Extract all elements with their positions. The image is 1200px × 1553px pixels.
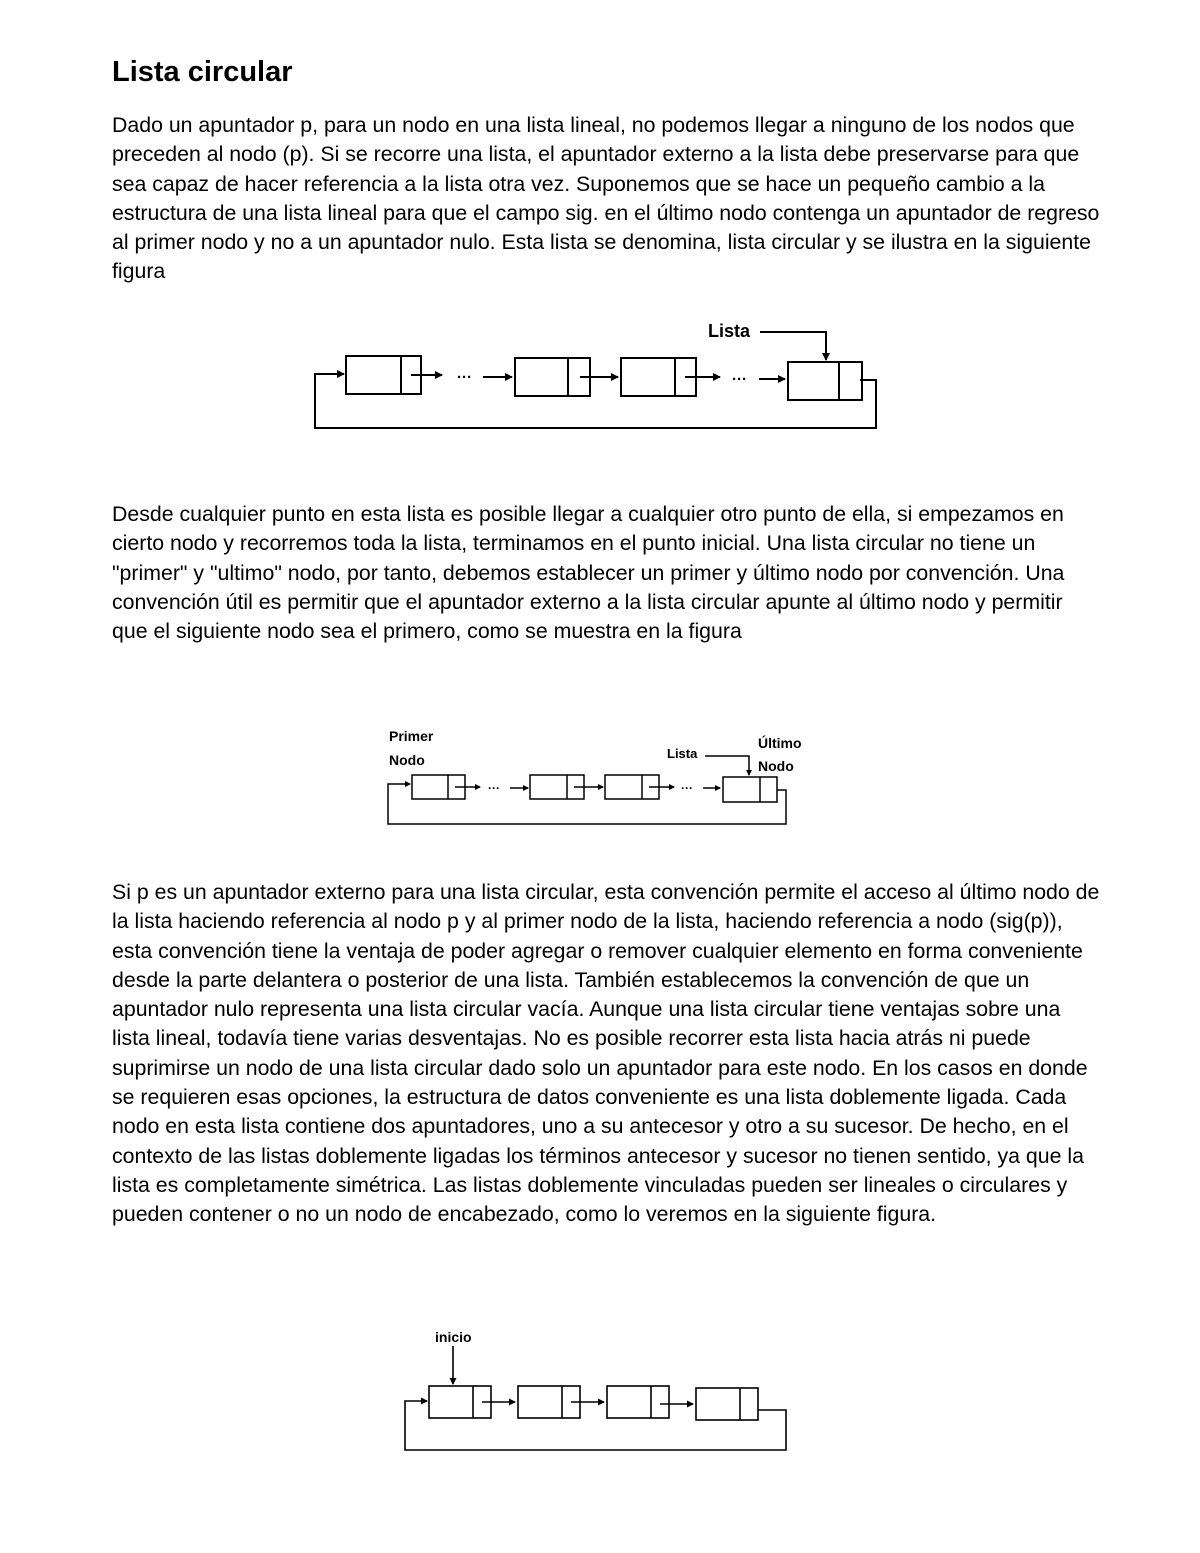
ellipsis: ··· [681, 781, 693, 795]
circular-list-diagram [300, 310, 900, 440]
page-title: Lista circular [112, 56, 293, 88]
figure-doubly-linked-list [400, 1325, 800, 1460]
node-last [723, 777, 777, 802]
start-label: inicio [435, 1329, 472, 1345]
node-1 [429, 1386, 491, 1418]
list-label: Lista [667, 746, 698, 761]
list-label: Lista [708, 321, 751, 341]
ellipsis: ··· [732, 371, 747, 388]
last-node-label-2: Nodo [758, 758, 794, 774]
figure-circular-list [300, 310, 900, 440]
figure-circular-list-first-last [380, 720, 820, 832]
circular-list-first-last-diagram [380, 720, 820, 832]
ellipsis: ··· [457, 369, 472, 386]
node-2 [518, 1386, 580, 1418]
paragraph-3: Si p es un apuntador externo para una lista circular, esta convención permite el acceso al último nodo de la lista haciendo referencia al nodo p y al primer nodo de la lista, haciendo referencia a nodo (sig(p)), esta convención tiene la ventaja de poder agregar o remover cualquier elemento en forma conveniente desde la parte delantera o posterior de una lista. También establecemos la convención de que un apuntador nulo representa una lista circular vacía. Aunque una lista circular tiene ventajas sobre una lista lineal, todavía tiene varias desventajas. No es posible recorrer esta lista hacia atrás ni puede suprimirse un nodo de una lista circular dado solo un apuntador para este nodo. En los casos en donde se requieren esas opciones, la estructura de datos conveniente es una lista doblemente ligada. Cada nodo en esta lista contiene dos apuntadores, uno a su antecesor y otro a su sucesor. De hecho, en el contexto de las listas doblemente ligadas los términos antecesor y sucesor no tienen sentido, ya que la lista es completamente simétrica. Las listas doblemente vinculadas pueden ser lineales o circulares y pueden contener o no un nodo de encabezado, como lo veremos en la siguiente figura. [112, 880, 1100, 1227]
node-3 [621, 358, 696, 396]
last-node-label-1: Último [758, 735, 802, 751]
node-4 [696, 1388, 758, 1420]
ellipsis: ··· [488, 781, 500, 795]
first-node-label-1: Primer [389, 728, 434, 744]
first-node-label-2: Nodo [389, 752, 425, 768]
paragraph-1: Dado un apuntador p, para un nodo en una lista lineal, no podemos llegar a ninguno de los nodos que preceden al nodo (p). Si se recorre una lista, el apuntador externo a la lista debe preservarse para que sea capaz de hacer referencia a la lista otra vez. Suponemos que se hace un pequeño cambio a la estructura de una lista lineal para que el campo sig. en el último nodo contenga un apuntador de regreso al primer nodo y no a un apuntador nulo. Esta lista se denomina, lista circular y se ilustra en la siguiente figura [112, 113, 1100, 284]
node-2 [515, 358, 590, 396]
paragraph-2: Desde cualquier punto en esta lista es posible llegar a cualquier otro punto de ella, si empezamos en cierto nodo y recorremos toda la lista, terminamos en el punto inicial. Una lista circular no tiene un "primer" y "ultimo" nodo, por tanto, debemos establecer un primer y último nodo por convención. Una convención útil es permitir que el apuntador externo a la lista circular apunte al último nodo y permitir que el siguiente nodo sea el primero, como se muestra en la figura [112, 502, 1065, 644]
node-1 [346, 356, 421, 394]
node-last [788, 362, 862, 400]
node-3 [607, 1386, 669, 1418]
doubly-linked-list-diagram [400, 1325, 800, 1460]
